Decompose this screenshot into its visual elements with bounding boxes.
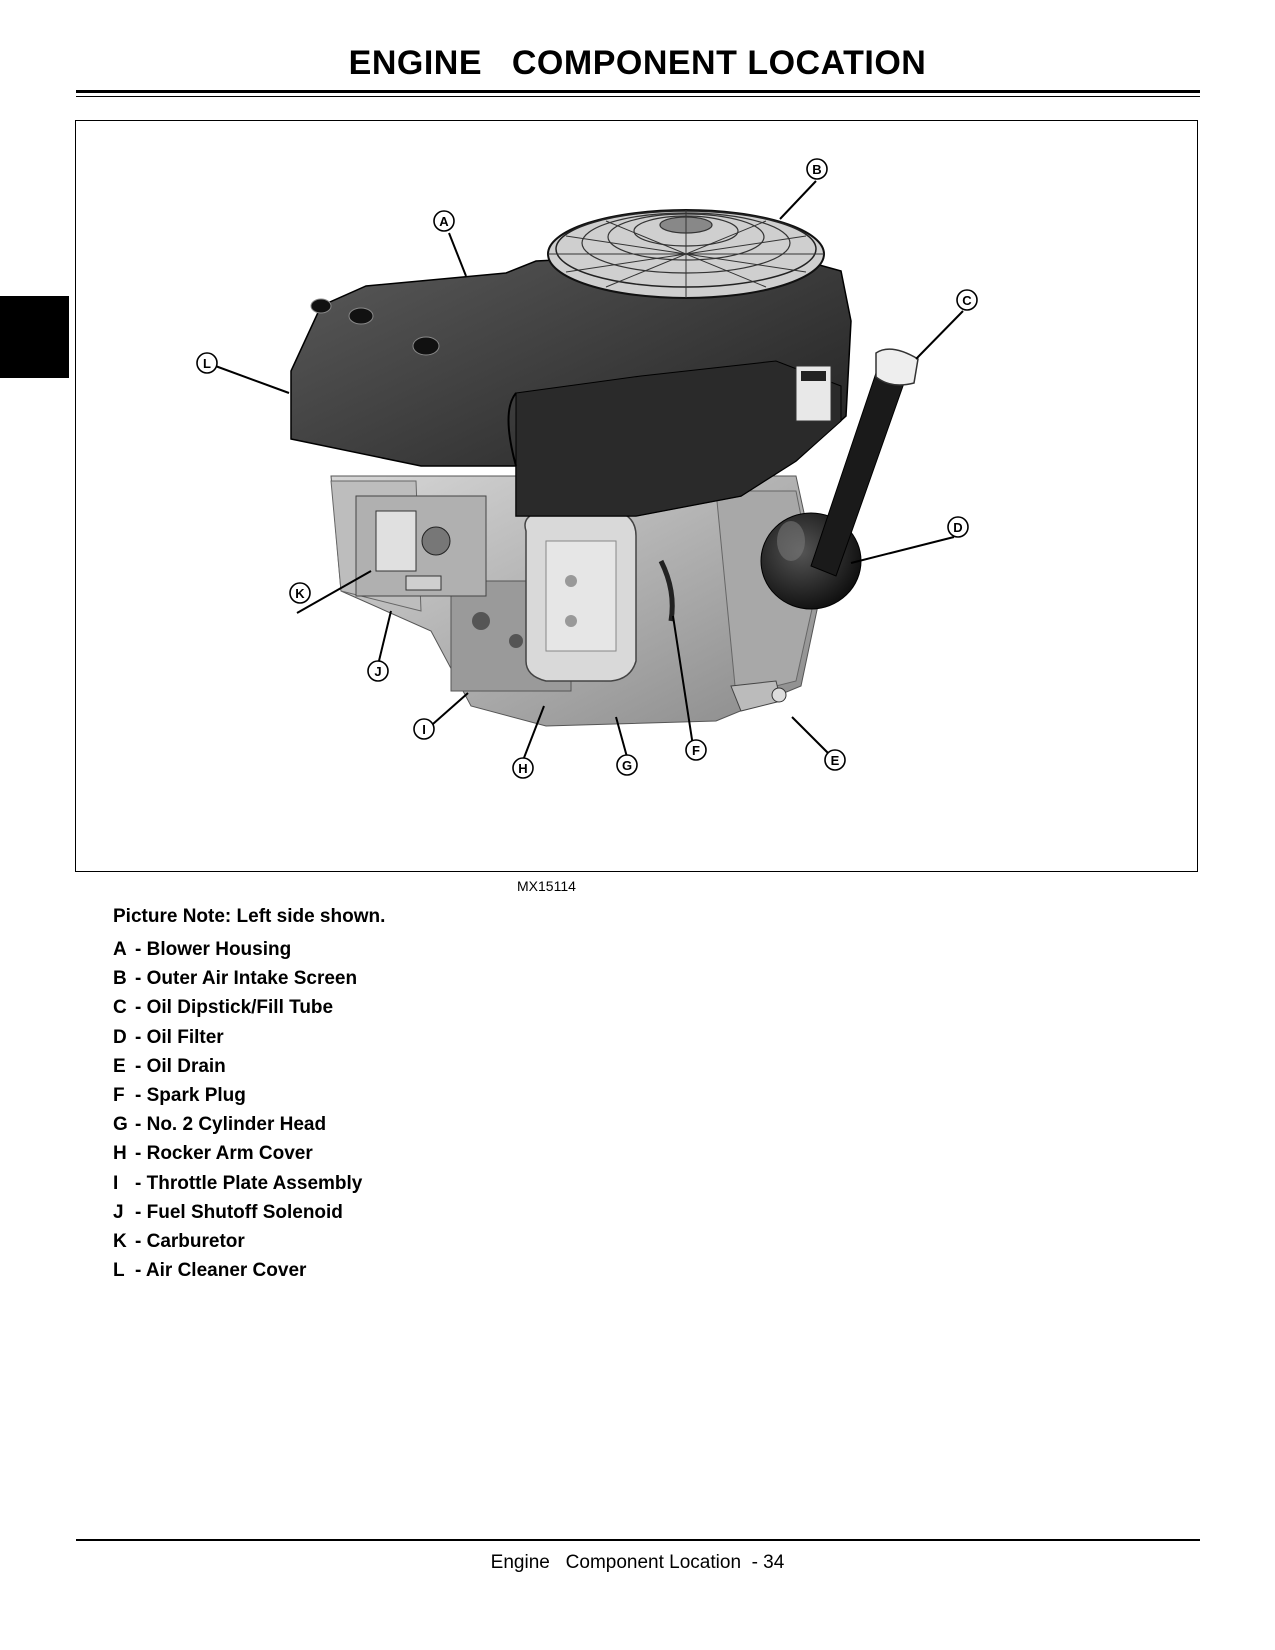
carburetor [356, 496, 486, 596]
picture-note: Picture Note: Left side shown. [113, 906, 386, 927]
svg-text:H: H [518, 761, 528, 776]
callout-e [825, 750, 845, 770]
callout-k [290, 583, 310, 603]
svg-text:B: B [812, 162, 822, 177]
legend-item [113, 997, 362, 1026]
legend-item [113, 1056, 362, 1085]
legend-text: - Oil Filter [135, 1026, 224, 1048]
legend-letter: E [113, 1055, 126, 1077]
callout-d [948, 517, 968, 537]
callout-a [434, 211, 454, 231]
callout-h [513, 758, 533, 778]
svg-text:E: E [830, 753, 840, 768]
callout-j [368, 661, 388, 681]
page-title: ENGINE COMPONENT LOCATION [348, 44, 927, 82]
footer-rule [76, 1539, 1200, 1541]
title-rule-thick [76, 90, 1200, 93]
legend-text: - Throttle Plate Assembly [135, 1172, 363, 1194]
legend-letter: J [113, 1201, 124, 1223]
legend-item [113, 1027, 362, 1056]
rocker-arm-cover [525, 511, 636, 681]
callout-i [414, 719, 434, 739]
section-tab-marker [0, 296, 69, 378]
svg-text:D: D [953, 520, 963, 535]
legend-text: - Fuel Shutoff Solenoid [135, 1201, 343, 1223]
svg-text:K: K [295, 586, 305, 601]
legend-item [113, 1173, 362, 1202]
callout-f [686, 740, 706, 760]
legend-item [113, 1143, 362, 1172]
legend-letter: H [113, 1143, 127, 1165]
legend-letter: L [113, 1260, 125, 1282]
legend-item [113, 1085, 362, 1114]
legend-text: - No. 2 Cylinder Head [135, 1114, 327, 1136]
legend-text: - Air Cleaner Cover [135, 1260, 307, 1282]
legend-letter: C [113, 997, 127, 1019]
legend-text: - Outer Air Intake Screen [135, 968, 358, 990]
legend-letter: F [113, 1084, 125, 1106]
legend-letter: D [113, 1026, 127, 1048]
svg-text:G: G [621, 758, 633, 773]
legend-letter: A [113, 939, 127, 960]
svg-text:F: F [692, 743, 700, 758]
svg-text:I: I [422, 722, 426, 737]
legend-letter: G [113, 1114, 128, 1136]
legend-item [113, 1202, 362, 1231]
svg-text:J: J [374, 664, 382, 679]
svg-text:C: C [962, 293, 972, 308]
legend-text: - Spark Plug [135, 1084, 246, 1106]
callout-g [617, 755, 637, 775]
air-intake-screen [548, 210, 824, 298]
legend-text: - Carburetor [135, 1230, 245, 1252]
legend-text: - Blower Housing [135, 939, 292, 960]
legend-item [113, 1260, 362, 1289]
title-rule-thin [76, 96, 1200, 97]
legend-letter: B [113, 968, 127, 990]
legend-text: - Rocker Arm Cover [135, 1143, 313, 1165]
svg-text:A: A [439, 214, 449, 229]
legend-item [113, 939, 362, 968]
legend-item [113, 1231, 362, 1260]
legend-text: - Oil Dipstick/Fill Tube [135, 997, 334, 1019]
callout-l [197, 353, 217, 373]
svg-text:L: L [203, 356, 211, 371]
legend-letter: I [113, 1172, 119, 1194]
component-legend [113, 939, 362, 1289]
callout-c [957, 290, 977, 310]
engine-figure [75, 120, 1198, 872]
page-footer: Engine Component Location - 34 [490, 1552, 785, 1573]
legend-letter: K [113, 1230, 127, 1252]
figure-id: MX15114 [517, 878, 576, 894]
legend-item [113, 968, 362, 997]
legend-text: - Oil Drain [135, 1055, 226, 1077]
callout-b [807, 159, 827, 179]
engine-illustration [76, 121, 1198, 872]
legend-item [113, 1114, 362, 1143]
